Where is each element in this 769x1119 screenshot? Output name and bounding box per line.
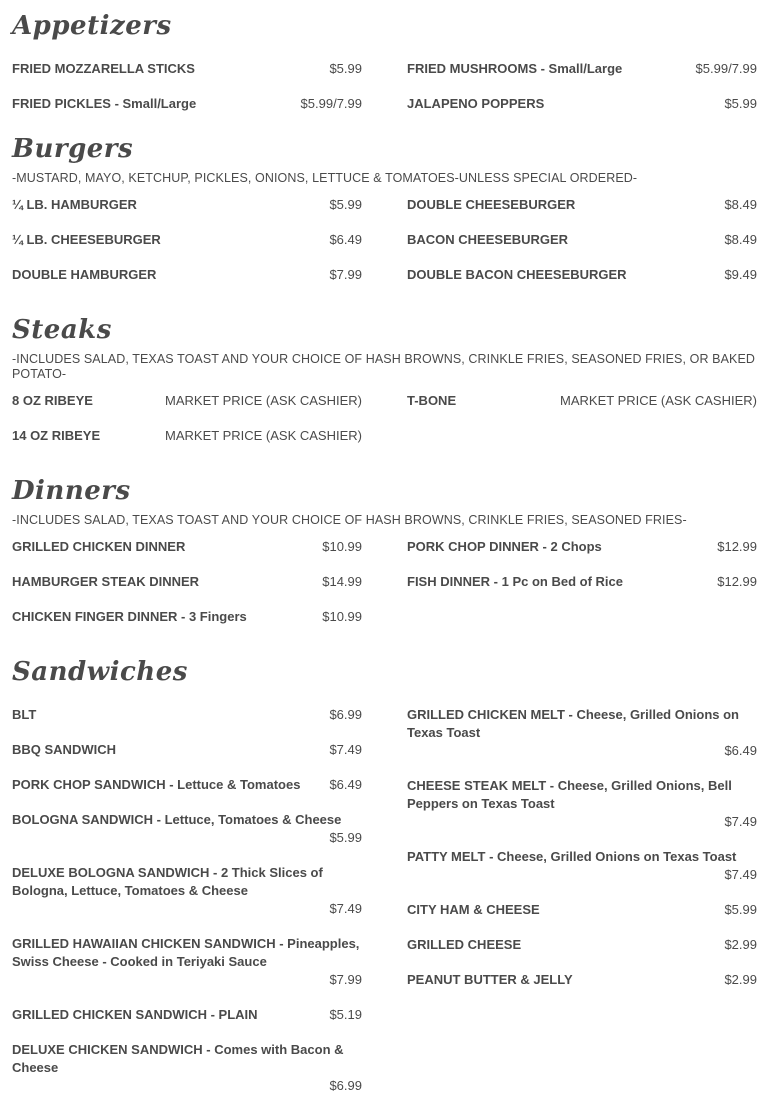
menu-item <box>12 538 362 556</box>
menu-item <box>407 266 757 284</box>
item-price: $5.99/7.99 <box>300 96 362 111</box>
menu-item <box>407 60 757 78</box>
right-column <box>407 538 757 643</box>
item-price: $9.49 <box>724 267 757 282</box>
menu-item <box>12 1041 362 1095</box>
item-price: $6.49 <box>724 743 757 758</box>
item-price: $12.99 <box>717 539 757 554</box>
item-name: DOUBLE HAMBURGER <box>12 267 157 282</box>
item-price: $7.49 <box>724 814 757 829</box>
menu-item <box>407 706 757 760</box>
item-name: BLT <box>12 707 37 722</box>
item-name: FRIED PICKLES - Small/Large <box>12 96 197 111</box>
item-name: CHEESE STEAK MELT - Cheese, Grilled Onions, Bell Peppers on Texas Toast <box>407 778 732 811</box>
menu-item <box>12 811 362 847</box>
menu-item <box>12 935 362 989</box>
item-price: MARKET PRICE (ASK CASHIER) <box>560 393 757 408</box>
section-note: -INCLUDES SALAD, TEXAS TOAST AND YOUR CHOICE OF HASH BROWNS, CRINKLE FRIES, SEASONED FRIES- <box>12 513 687 527</box>
menu-item <box>12 392 362 410</box>
item-price: $8.49 <box>724 197 757 212</box>
left-column <box>12 392 362 462</box>
menu-item <box>407 901 757 919</box>
menu-item <box>12 706 362 724</box>
menu-item <box>12 741 362 759</box>
item-price: $8.49 <box>724 232 757 247</box>
left-column <box>12 196 362 301</box>
item-name: FRIED MUSHROOMS - Small/Large <box>407 61 623 76</box>
menu-item <box>12 427 362 445</box>
item-price: $7.99 <box>329 267 362 282</box>
item-price: MARKET PRICE (ASK CASHIER) <box>165 393 362 408</box>
item-price: $12.99 <box>717 574 757 589</box>
menu-item <box>407 848 757 884</box>
item-price: $5.99 <box>724 96 757 111</box>
item-name: BACON CHEESEBURGER <box>407 232 569 247</box>
menu-item <box>12 196 362 214</box>
right-column <box>407 196 757 301</box>
item-name: PORK CHOP SANDWICH - Lettuce & Tomatoes <box>12 777 301 792</box>
right-column <box>407 706 757 1112</box>
menu-item <box>407 777 757 831</box>
sandwiches-section <box>12 656 757 1112</box>
steaks-section <box>12 314 757 462</box>
menu-item <box>407 231 757 249</box>
item-name: ¼ LB. CHEESEBURGER <box>12 232 161 247</box>
item-price: $5.99 <box>329 830 362 845</box>
item-price: $7.49 <box>724 867 757 882</box>
menu-item <box>12 231 362 249</box>
item-price: $7.49 <box>329 742 362 757</box>
item-name: CITY HAM & CHEESE <box>407 902 540 917</box>
item-name: CHICKEN FINGER DINNER - 3 Fingers <box>12 609 247 624</box>
item-price: $5.19 <box>329 1007 362 1022</box>
item-price: $6.49 <box>329 232 362 247</box>
item-price: $6.99 <box>329 707 362 722</box>
item-name: DOUBLE BACON CHEESEBURGER <box>407 267 627 282</box>
item-name: BOLOGNA SANDWICH - Lettuce, Tomatoes & Cheese <box>12 812 342 827</box>
menu-item <box>12 95 362 113</box>
menu-item <box>407 196 757 214</box>
section-title: Burgers <box>12 134 134 164</box>
item-price: $6.49 <box>329 777 362 792</box>
item-name: GRILLED CHICKEN SANDWICH - PLAIN <box>12 1007 258 1022</box>
item-name: GRILLED CHEESE <box>407 937 522 952</box>
left-column <box>12 706 362 1112</box>
right-column <box>407 392 757 462</box>
menu-item <box>12 776 362 794</box>
item-name: GRILLED CHICKEN DINNER <box>12 539 186 554</box>
menu-item <box>12 266 362 284</box>
menu-item <box>12 60 362 78</box>
item-name: DELUXE BOLOGNA SANDWICH - 2 Thick Slices of Bologna, Lettuce, Tomatoes & Cheese <box>12 865 323 898</box>
menu-item <box>407 936 757 954</box>
item-name: 8 OZ RIBEYE <box>12 393 93 408</box>
section-title: Sandwiches <box>12 657 188 687</box>
item-price: $2.99 <box>724 972 757 987</box>
menu-item <box>12 608 362 626</box>
section-title: Dinners <box>12 476 131 506</box>
section-note: -INCLUDES SALAD, TEXAS TOAST AND YOUR CHOICE OF HASH BROWNS, CRINKLE FRIES, SEASONED FRIES, OR BAKED POTATO- <box>12 352 756 381</box>
menu-item <box>12 573 362 591</box>
menu-item <box>407 392 757 410</box>
item-price: $7.49 <box>329 901 362 916</box>
item-name: PEANUT BUTTER & JELLY <box>407 972 573 987</box>
menu-item <box>407 95 757 113</box>
section-title: Steaks <box>12 315 112 345</box>
item-price: $5.99 <box>724 902 757 917</box>
item-price: $5.99 <box>329 61 362 76</box>
item-price: $10.99 <box>322 539 362 554</box>
left-column <box>12 538 362 643</box>
item-name: JALAPENO POPPERS <box>407 96 545 111</box>
item-name: DELUXE CHICKEN SANDWICH - Comes with Bacon & Cheese <box>12 1042 344 1075</box>
menu-item <box>407 573 757 591</box>
left-column <box>12 60 362 130</box>
burgers-section <box>12 133 757 301</box>
item-price: $6.99 <box>329 1078 362 1093</box>
item-name: FRIED MOZZARELLA STICKS <box>12 61 195 76</box>
section-note: -MUSTARD, MAYO, KETCHUP, PICKLES, ONIONS, LETTUCE & TOMATOES-UNLESS SPECIAL ORDERED- <box>12 171 638 185</box>
menu-item <box>407 971 757 989</box>
item-name: BBQ SANDWICH <box>12 742 116 757</box>
item-name: ¼ LB. HAMBURGER <box>12 197 137 212</box>
item-price: $5.99/7.99 <box>695 61 757 76</box>
appetizers-section <box>12 10 757 130</box>
item-name: T-BONE <box>407 393 457 408</box>
item-price: $14.99 <box>322 574 362 589</box>
item-name: 14 OZ RIBEYE <box>12 428 101 443</box>
item-name: DOUBLE CHEESEBURGER <box>407 197 576 212</box>
menu-item <box>407 538 757 556</box>
item-name: PATTY MELT - Cheese, Grilled Onions on Texas Toast <box>407 849 737 864</box>
item-price: $10.99 <box>322 609 362 624</box>
right-column <box>407 60 757 130</box>
dinners-section <box>12 475 757 643</box>
item-name: GRILLED CHICKEN MELT - Cheese, Grilled Onions on Texas Toast <box>407 707 740 740</box>
item-price: $2.99 <box>724 937 757 952</box>
menu-item <box>12 1006 362 1024</box>
section-title: Appetizers <box>12 11 172 41</box>
menu-item <box>12 864 362 918</box>
item-name: GRILLED HAWAIIAN CHICKEN SANDWICH - Pineapples, Swiss Cheese - Cooked in Teriyaki Sauce <box>12 936 360 969</box>
item-name: FISH DINNER - 1 Pc on Bed of Rice <box>407 574 623 589</box>
item-price: MARKET PRICE (ASK CASHIER) <box>165 428 362 443</box>
item-name: HAMBURGER STEAK DINNER <box>12 574 200 589</box>
item-price: $5.99 <box>329 197 362 212</box>
item-name: PORK CHOP DINNER - 2 Chops <box>407 539 602 554</box>
item-price: $7.99 <box>329 972 362 987</box>
